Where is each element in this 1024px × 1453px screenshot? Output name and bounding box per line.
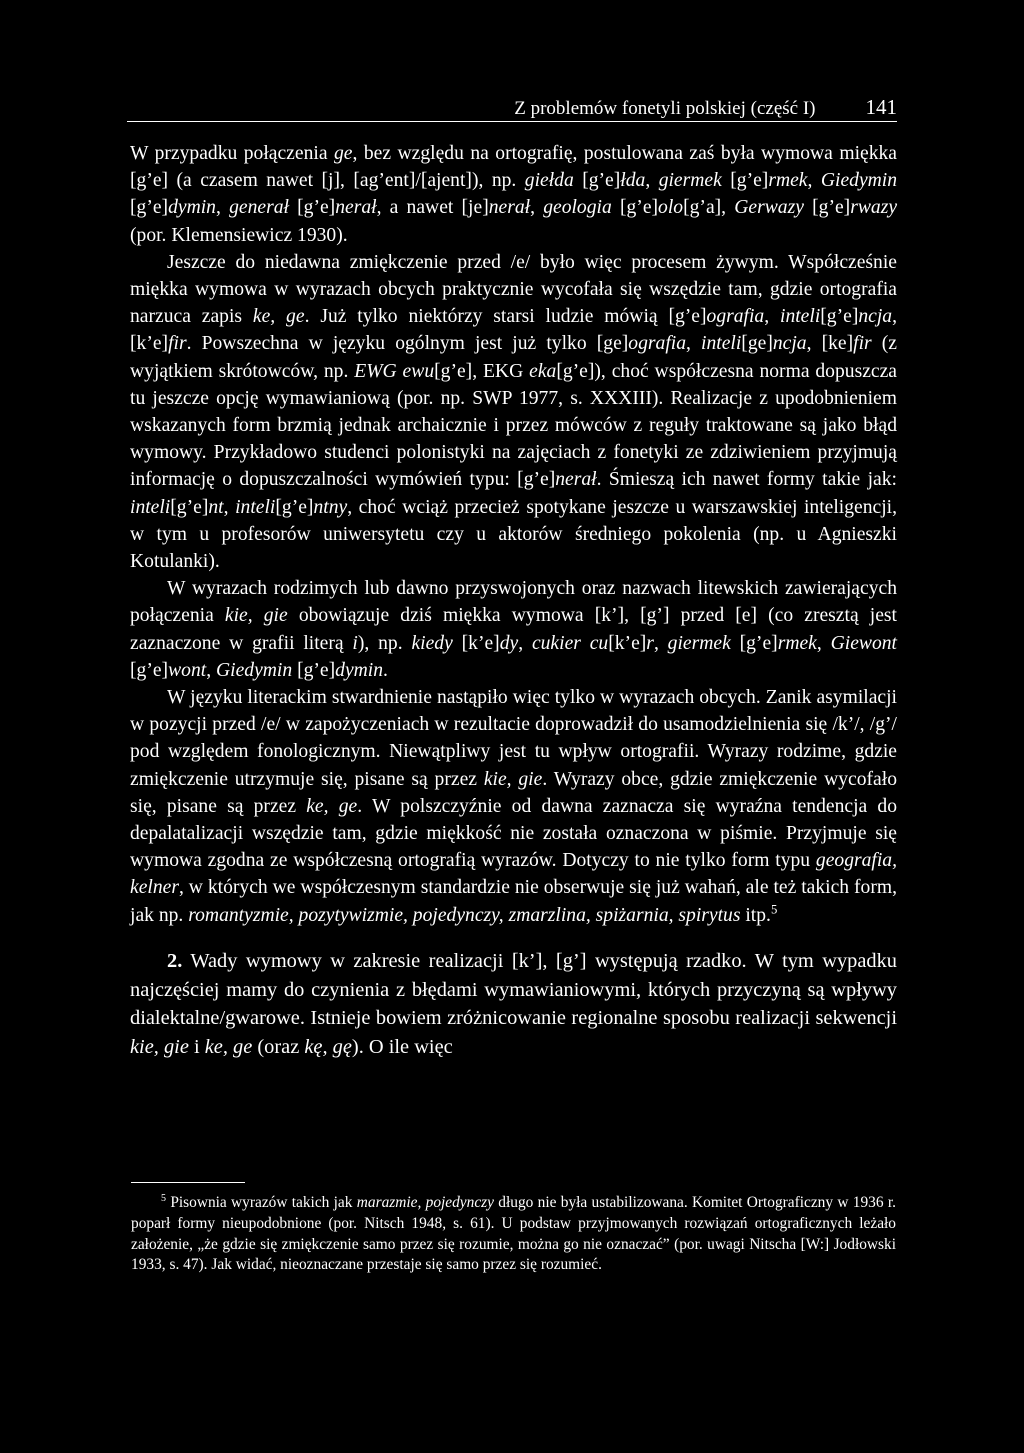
section-number: 2. <box>167 949 183 972</box>
body-text <box>130 140 897 1062</box>
paragraph-2: Jeszcze do niedawna zmiękczenie przed /e/ było więc procesem żywym. Współcześnie miękka wymowa w wyrazach obcych praktycznie wycofała się wszędzie tam, gdzie ortografia narzuca zapis ke, ge. Już tylko niektórzy starsi ludzie mówią [g’e]ografia, inteli[g’e]ncja, [k’e]fir. Powszechna w języku ogólnym jest już tylko [ge]ografia, inteli[ge]ncja, [ke]fir (z wyjątkiem skrótowców, np. EWG ewu[g’e], EKG eka[g’e]), choć współczesna norma dopuszcza tu jeszcze opcję wymawianiową (por. np. SWP 1977, s. XXXIII). Realizacje z upodobnieniem wskazanych form brzmią jednak archaicznie i przez mówców z reguły traktowane są jako błąd wymowy. Przykładowo studenci polonistyki na zajęciach z fonetyki ze zdziwieniem przyjmują informację o dopuszczalności wymówień typu: [g’e]nerał. Śmieszą ich nawet formy takie jak: inteli[g’e]nt, inteli[g’e]ntny, choć wciąż przecież spotykane jeszcze u warszawskiej inteligencji, w tym u profesorów uniwersytetu czy u aktorów średniego pokolenia (np. u Agnieszki Kotulanki). <box>130 251 898 573</box>
section-text: Wady wymowy w zakresie realizacji [k’], [g’] występują rzadko. W tym wypadku najczęściej mamy do czynienia z błędami wymawianiowymi, których przyczyną są wpływy dialektalne/gwarowe. Istnieje bowiem zróżnicowanie regionalne sposobu realizacji sekwencji kie, gie i ke, ge (oraz kę, gę). O ile więc <box>130 949 897 1059</box>
page-number: 141 <box>865 95 897 119</box>
footnote-marker: 5 <box>161 1192 166 1204</box>
footnote-text: Pisownia wyrazów takich jak marazmie, pojedynczy długo nie była ustabilizowana. Komitet Ortograficzny w 1936 r. poparł formy nieupodobnione (por. Nitsch 1948, s. 61). U podstaw przyjmowanych rozwiązań ortograficznych leżało założenie, „że gdzie się zmiękczenie samo przez się rozumie, można go nie oznaczać” (por. uwagi Nitscha [W:] Jodłowski 1933, s. 47). Jak widać, nieoznaczane przestaje się samo przez się rozumieć. <box>131 1194 896 1274</box>
paragraph-3: W wyrazach rodzimych lub dawno przyswojonych oraz nazwach litewskich zawierających połączenia kie, gie obowiązuje dziś miękka wymowa [k’], [g’] przed [e] (co zresztą jest zaznaczone w grafii literą i), np. kiedy [k’e]dy, cukier cu[k’e]r, giermek [g’e]rmek, Giewont [g’e]wont, Giedymin [g’e]dymin. <box>130 578 897 681</box>
footnote <box>131 1193 896 1276</box>
running-header <box>127 95 897 121</box>
paragraph-4: W języku literackim stwardnienie nastąpiło więc tylko w wyrazach obcych. Zanik asymilacji w pozycji przed /e/ w zapożyczeniach w rezultacie doprowadził do usamodzielnienia się /k’/, /g’/ pod względem fonologicznym. Niewątpliwy jest tu wpływ ortografii. Wyrazy rodzime, gdzie zmiękczenie utrzymuje się, pisane są przez kie, gie. Wyrazy obce, gdzie zmiękczenie wycofało się, pisane są przez ke, ge. W polszczyźnie od dawna zaznacza się wyraźna tendencja do depalatalizacji wszędzie tam, gdzie miękkość nie została oznaczona w piśmie. Przyjmuje się wymowa zgodna ze współczesną ortografią wyrazów. Dotyczy to nie tylko form typu geografia, kelner, w których we współczesnym standardzie nie obserwuje się już wahań, ale też takich form, jak np. romantyzmie, pozytywizmie, pojedynczy, zmarzlina, spiżarnia, spirytus itp.$^5$ <box>130 687 898 926</box>
running-title: Z problemów fonetyli polskiej (część I) <box>514 98 816 119</box>
section-paragraph <box>130 947 897 1062</box>
footnote-rule <box>131 1182 245 1183</box>
paragraph-1: W przypadku połączenia ge, bez względu na ortografię, postulowana zaś była wymowa miękka [g’e] (a czasem nawet [j], [ag’ent]/[ajent]), np. giełda [g’e]łda, giermek [g’e]rmek, Giedymin [g’e]dymin, generał [g’e]nerał, a nawet [je]nerał, geologia [g’e]olo[g’a], Gerwazy [g’e]rwazy (por. Klemensiewicz 1930). <box>130 143 898 246</box>
header-rule <box>127 121 897 122</box>
